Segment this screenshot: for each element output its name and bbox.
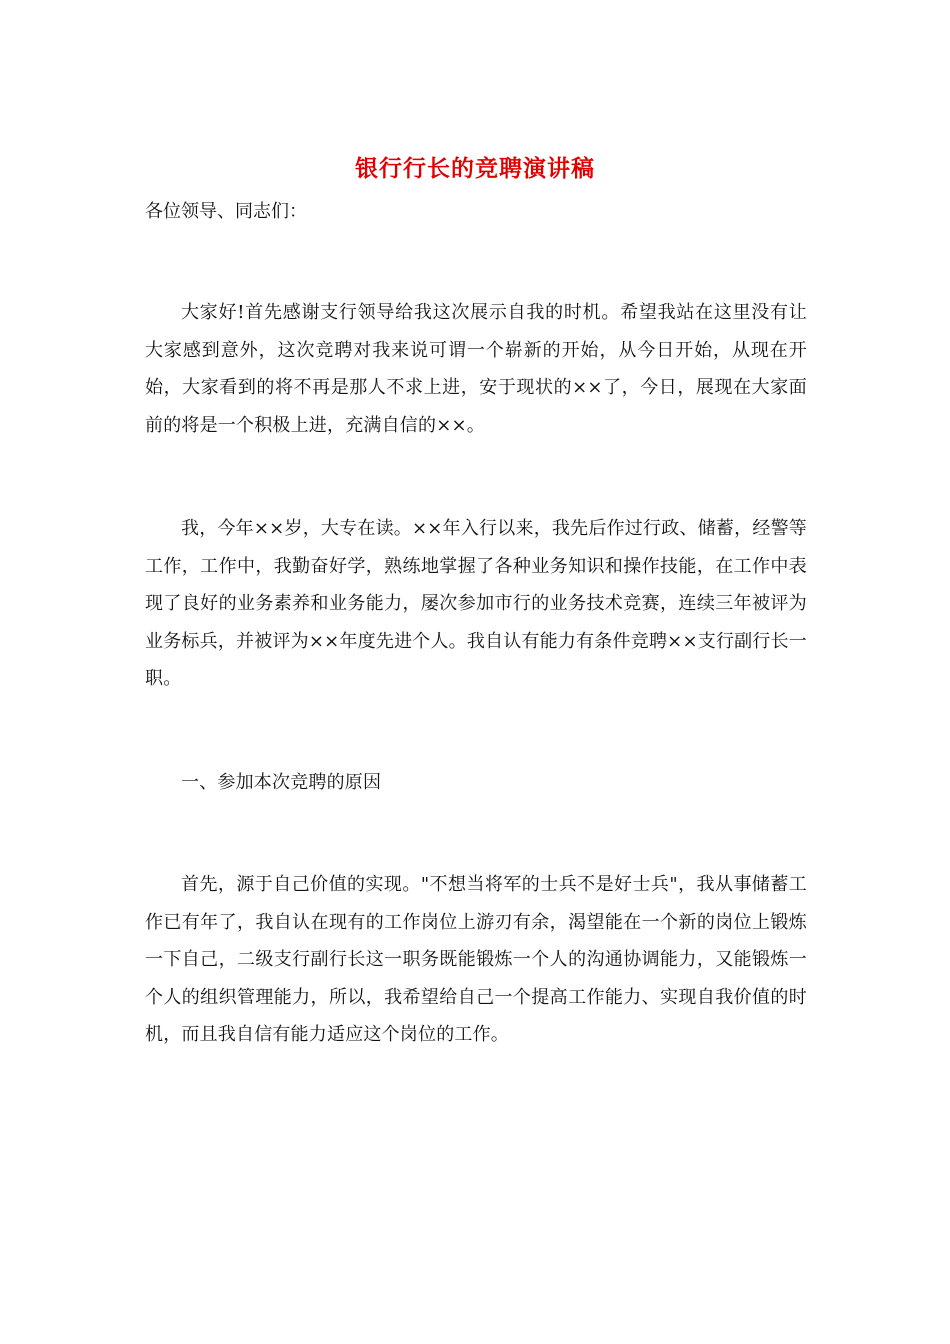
page-title: 银行行长的竞聘演讲稿 <box>355 155 595 182</box>
section-heading: 一、参加本次竞聘的原因 <box>181 772 382 793</box>
paragraph-introduction: 我，今年××岁，大专在读。××年入行以来，我先后作过行政、储蓄，经警等工作，工作中，我勤奋好学，熟练地掌握了各种业务知识和操作技能，在工作中表现了良好的业务素养和业务能力，屡次参加市行的业务技术竞赛，连续三年被评为业务标兵，并被评为××年度先进个人。我自认有能力有条件竞聘××支行副行长一职。 <box>145 518 807 689</box>
paragraph-reason: 首先，源于自己价值的实现。"不想当将军的士兵不是好士兵"，我从事储蓄工作已有年了，我自认在现有的工作岗位上游刃有余，渴望能在一个新的岗位上锻炼一下自己，二级支行副行长这一职务既能锻炼一个人的沟通协调能力，又能锻炼一个人的组织管理能力，所以，我希望给自己一个提高工作能力、实现自我价值的时机，而且我自信有能力适应这个岗位的工作。 <box>145 874 807 1045</box>
paragraph-greeting: 大家好!首先感谢支行领导给我这次展示自我的时机。希望我站在这里没有让大家感到意外，这次竞聘对我来说可谓一个崭新的开始，从今日开始，从现在开始，大家看到的将不再是那人不求上进，安于现状的××了，今日，展现在大家面前的将是一个积极上进，充满自信的××。 <box>145 302 807 436</box>
salutation: 各位领导、同志们： <box>145 201 307 222</box>
